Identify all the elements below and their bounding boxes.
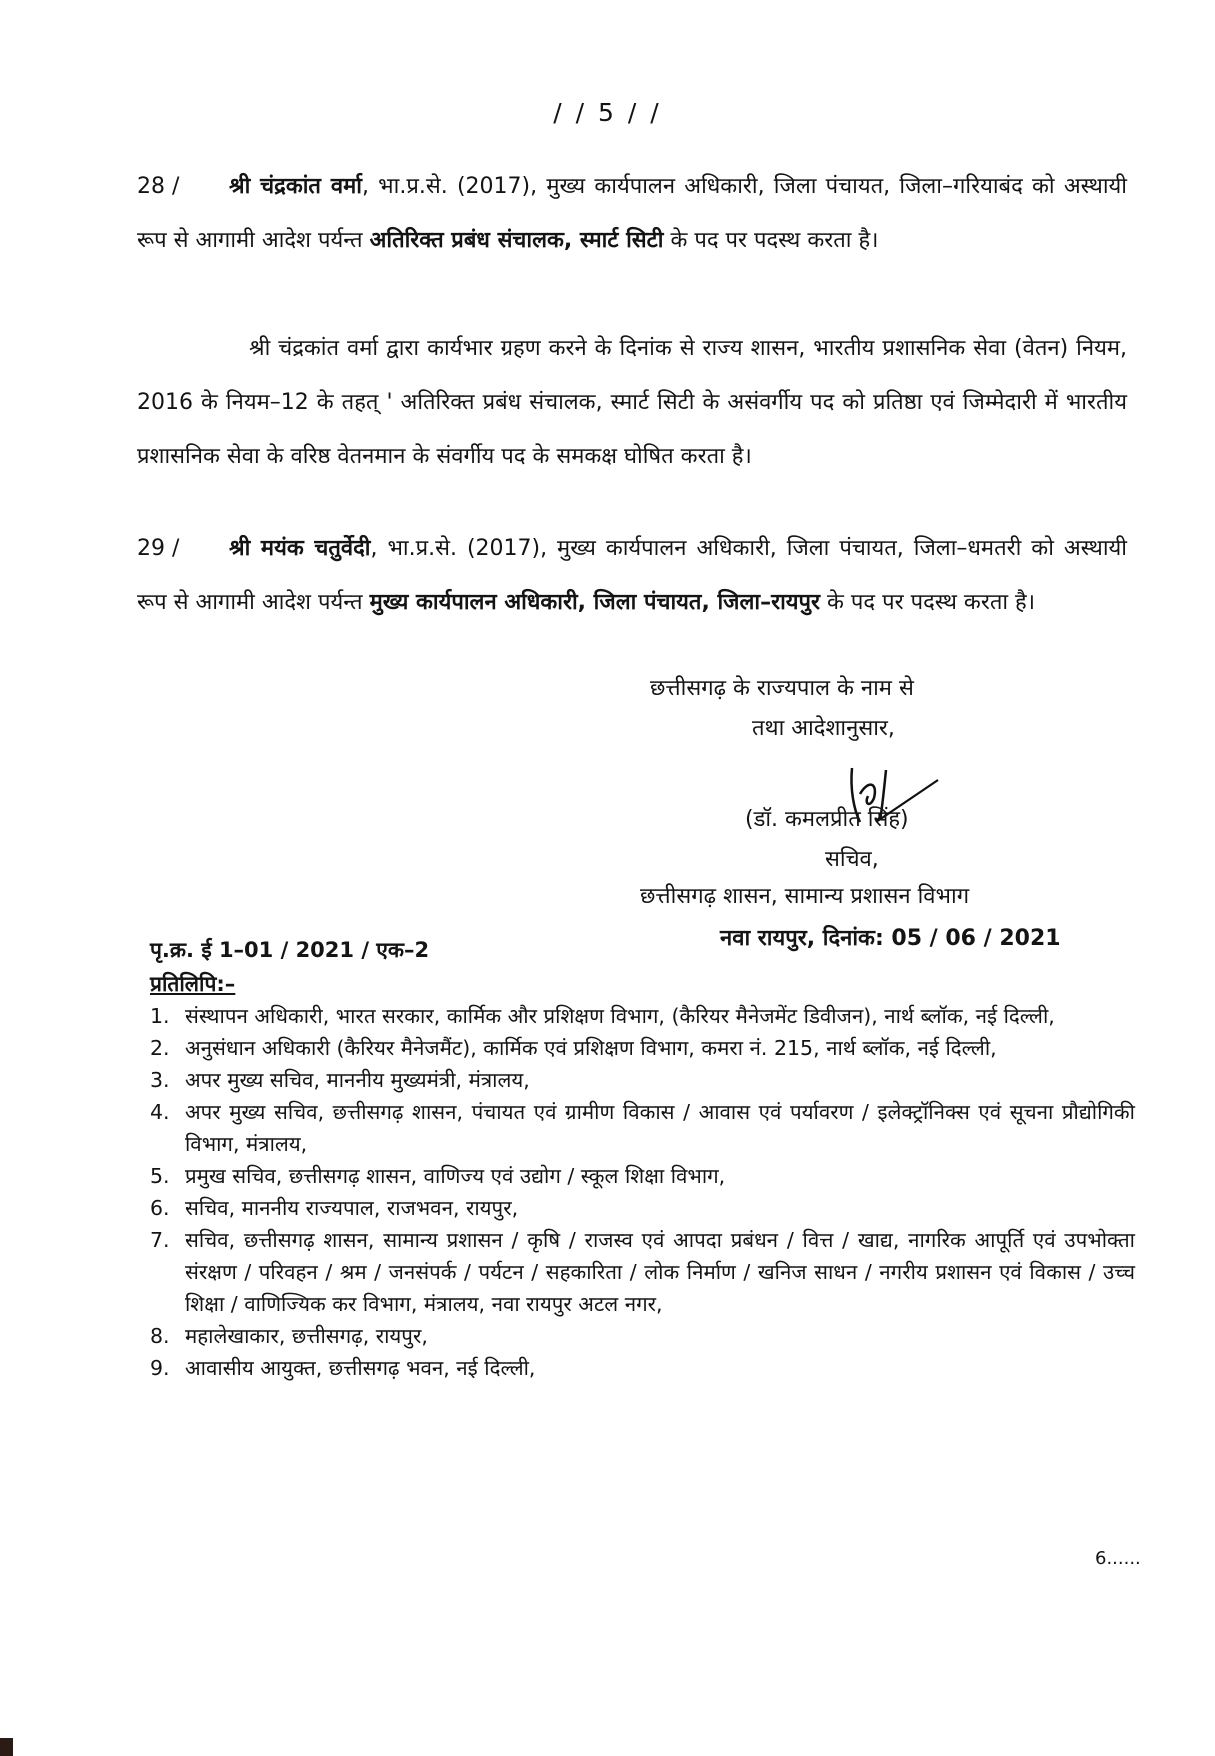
list-item: 9. आवासीय आयुक्त, छत्तीसगढ़ भवन, नई दिल्ली, bbox=[150, 1356, 536, 1380]
order-paragraph-29 bbox=[137, 522, 1127, 630]
officer-name: श्री मयंक चतुर्वेदी bbox=[229, 536, 371, 561]
list-item: 4. अपर मुख्य सचिव, छत्तीसगढ़ शासन, पंचायत एवं ग्रामीण विकास / आवास एवं पर्यावरण / इलेक्ट्रॉनिक्स एवं सूचना प्रौद्योगिकी विभाग, मंत्रालय, bbox=[150, 1100, 1135, 1156]
reference-number: पृ.क्र. ई 1–01 / 2021 / एक–2 bbox=[150, 938, 430, 962]
copy-to-heading: प्रतिलिपि:– bbox=[150, 972, 236, 996]
list-item: 6. सचिव, माननीय राज्यपाल, राजभवन, रायपुर, bbox=[150, 1196, 519, 1220]
page-number-header: / / 5 / / bbox=[553, 98, 662, 127]
paragraph-text: के पद पर पदस्थ करता है। bbox=[663, 228, 879, 253]
list-item: 5. प्रमुख सचिव, छत्तीसगढ़ शासन, वाणिज्य एवं उद्योग / स्कूल शिक्षा विभाग, bbox=[150, 1164, 726, 1188]
signatory-designation: सचिव, bbox=[825, 847, 879, 872]
paragraph-text: , भा.प्र.से. (2017), मुख्य कार्यपालन अधिकारी, जिला पंचायत, जिला–धमतरी को अस्थायी रूप से आगामी आदेश पर्यन्त bbox=[137, 536, 1127, 615]
list-item: 2. अनुसंधान अधिकारी (कैरियर मैनेजमैंट), कार्मिक एवं प्रशिक्षण विभाग, कमरा नं. 215, नार्थ ब्लॉक, नई दिल्ली, bbox=[150, 1036, 997, 1060]
list-item: 3. अपर मुख्य सचिव, माननीय मुख्यमंत्री, मंत्रालय, bbox=[150, 1068, 530, 1092]
signature-authority-line: छत्तीसगढ़ के राज्यपाल के नाम से bbox=[650, 676, 914, 701]
paragraph-text: , भा.प्र.से. (2017), मुख्य कार्यपालन अधिकारी, जिला पंचायत, जिला–गरियाबंद को अस्थायी रूप से आगामी आदेश पर्यन्त bbox=[137, 174, 1127, 253]
paragraph-text: के पद पर पदस्थ करता है। bbox=[820, 590, 1036, 615]
order-paragraph-28 bbox=[137, 160, 1127, 268]
paragraph-number: 29 / bbox=[137, 536, 180, 561]
place-and-date: नवा रायपुर, दिनांक: 05 / 06 / 2021 bbox=[720, 926, 1061, 951]
scan-artifact bbox=[0, 1738, 13, 1756]
paragraph-text: श्री चंद्रकांत वर्मा द्वारा कार्यभार ग्रहण करने के दिनांक से राज्य शासन, भारतीय प्रशासनिक सेवा (वेतन) नियम, 2016 के नियम–12 के तहत् ' अतिरिक्त प्रबंध संचालक, स्मार्ट सिटी के असंवर्गीय पद को प्रतिष्ठा एवं जिम्मेदारी में भारतीय प्रशासनिक सेवा के वरिष्ठ वेतनमान के संवर्गीय पद के समकक्ष घोषित करता है। bbox=[137, 336, 1127, 469]
list-item: 1. संस्थापन अधिकारी, भारत सरकार, कार्मिक और प्रशिक्षण विभाग, (कैरियर मैनेजमेंट डिवीजन), नार्थ ब्लॉक, नई दिल्ली, bbox=[150, 1004, 1055, 1028]
signatory-department: छत्तीसगढ़ शासन, सामान्य प्रशासन विभाग bbox=[640, 884, 970, 909]
signatory-name: (डॉ. कमलप्रीत सिंह) bbox=[745, 807, 909, 832]
officer-name: श्री चंद्रकांत वर्मा bbox=[229, 174, 362, 199]
copy-to-list bbox=[150, 1000, 1135, 1384]
page-continuation: 6...... bbox=[1095, 1548, 1141, 1569]
posting-title: मुख्य कार्यपालन अधिकारी, जिला पंचायत, जिला–रायपुर bbox=[369, 590, 821, 615]
order-paragraph-28-equivalence bbox=[137, 322, 1127, 484]
list-item: 8. महालेखाकार, छत्तीसगढ़, रायपुर, bbox=[150, 1324, 428, 1348]
signature-order-line: तथा आदेशानुसार, bbox=[752, 716, 895, 741]
paragraph-number: 28 / bbox=[137, 174, 180, 199]
list-item: 7. सचिव, छत्तीसगढ़ शासन, सामान्य प्रशासन / कृषि / राजस्व एवं आपदा प्रबंधन / वित्त / खाद्य, नागरिक आपूर्ति एवं उपभोक्ता संरक्षण / परिवहन / श्रम / जनसंपर्क / पर्यटन / सहकारिता / लोक निर्माण / खनिज साधन / नगरीय प्रशासन एवं विकास / उच्च शिक्षा / वाणिज्यिक कर विभाग, मंत्रालय, नवा रायपुर अटल नगर, bbox=[150, 1228, 1135, 1316]
posting-title: अतिरिक्त प्रबंध संचालक, स्मार्ट सिटी bbox=[369, 228, 664, 253]
